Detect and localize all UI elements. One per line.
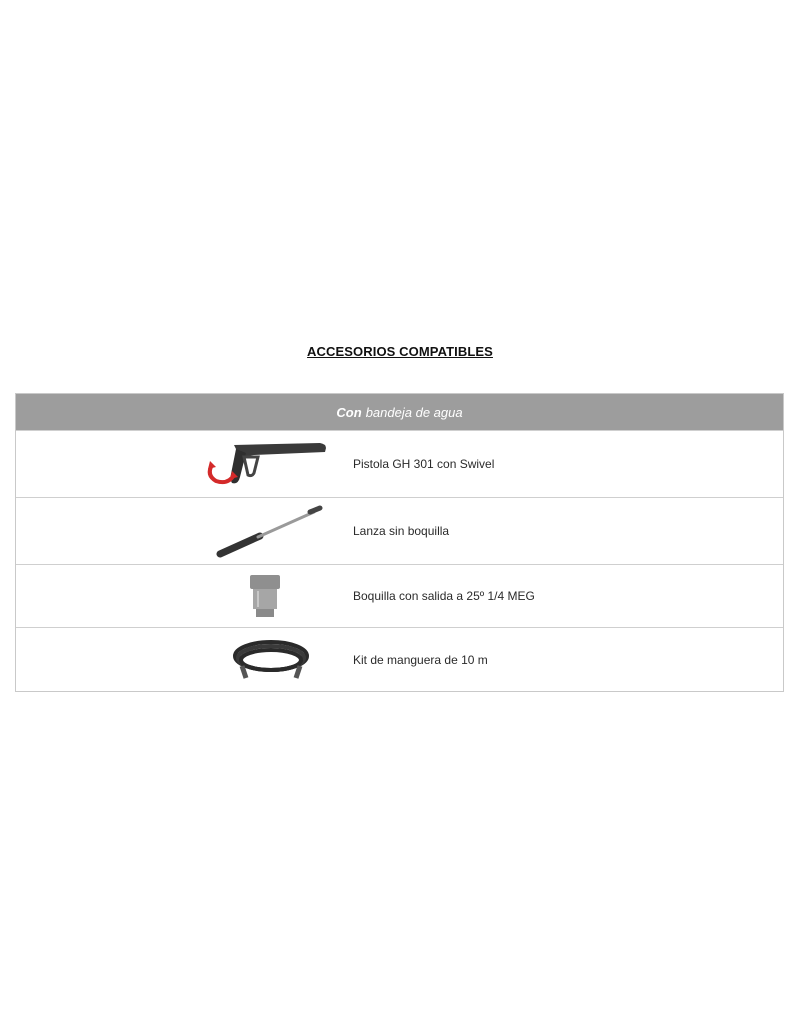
document-title: ACCESORIOS COMPATIBLES (307, 344, 493, 359)
spray-gun-icon (196, 431, 336, 498)
hose-icon (196, 628, 336, 692)
table-row (16, 497, 783, 564)
table-header-italic: bandeja de agua (365, 404, 463, 420)
nozzle-icon (196, 565, 336, 628)
product-image-cell (16, 431, 341, 497)
accessories-table (15, 393, 784, 692)
table-row (16, 564, 783, 627)
product-label: Boquilla con salida a 25º 1/4 MEG (353, 589, 535, 603)
lance-icon (196, 498, 336, 565)
table-row (16, 627, 783, 691)
product-image-cell (16, 498, 341, 564)
product-image-cell (16, 565, 341, 627)
product-label: Pistola GH 301 con Swivel (353, 457, 495, 471)
product-image-cell (16, 628, 341, 691)
product-label: Lanza sin boquilla (353, 524, 450, 538)
table-header-bold: Con (336, 404, 362, 420)
product-label: Kit de manguera de 10 m (353, 652, 488, 667)
table-row (16, 430, 783, 497)
table-header (16, 394, 783, 430)
